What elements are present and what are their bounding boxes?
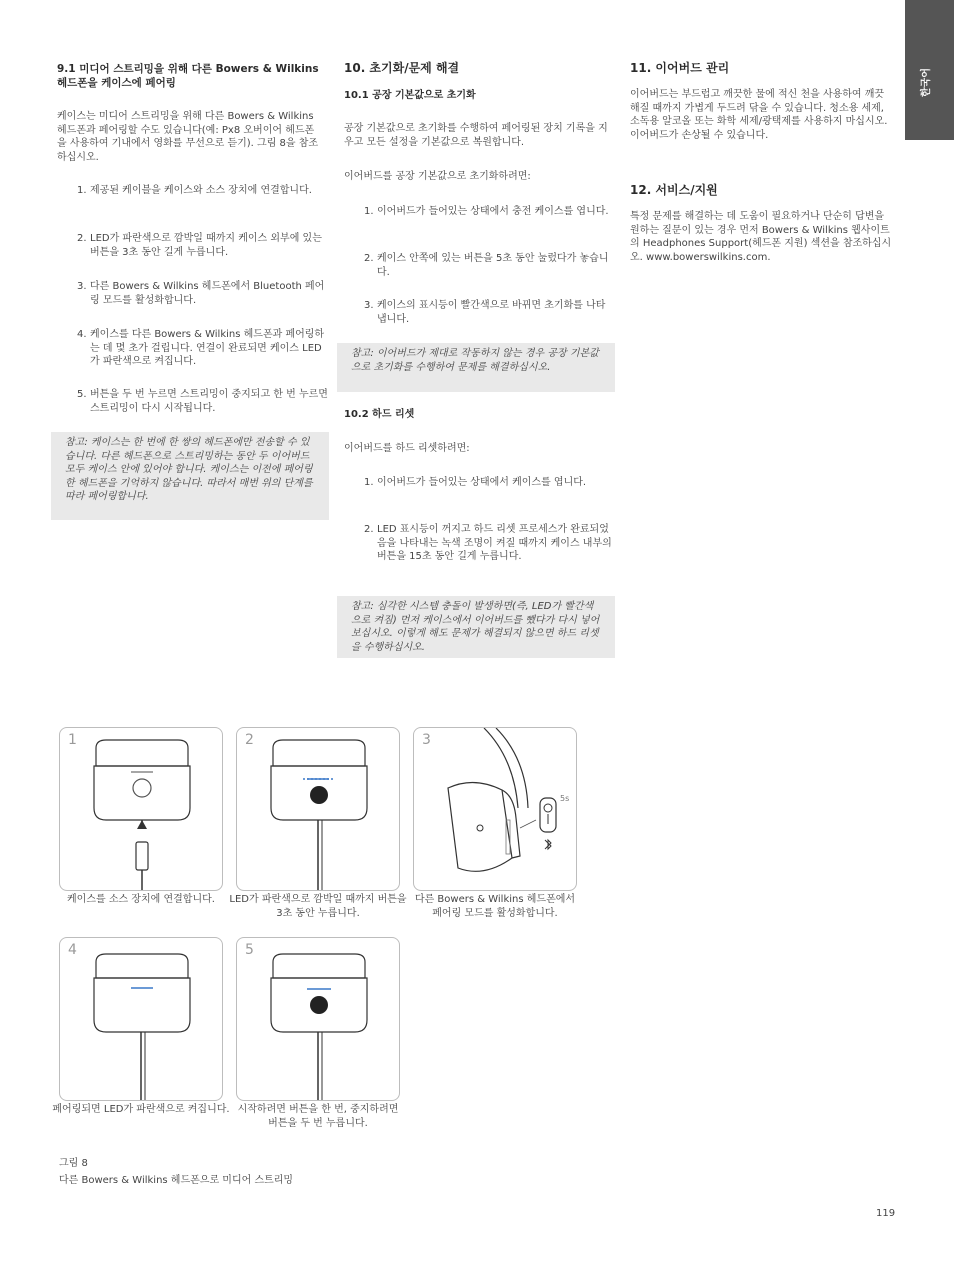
list-item: 1. 제공된 케이블을 케이스와 소스 장치에 연결합니다.: [77, 185, 312, 196]
section-11-para: 이어버드는 부드럽고 깨끗한 물에 적신 천을 사용하여 깨끗해질 때까지 가볍게 두드려 닦을 수 있습니다. 청소용 세제, 소독용 알코올 또는 화학 세제/광택제를 사용하지 마십시오. 이어버드가 손상될 수 있습니다.: [630, 89, 888, 141]
figure-caption-4: 페어링되면 LED가 파란색으로 켜집니다.: [52, 1104, 230, 1115]
hard-reset-steps: [344, 476, 612, 581]
list-item: 2. LED 표시등이 꺼지고 하드 리셋 프로세스가 완료되었음을 나타내는 녹색 조명이 켜질 때까지 케이스 내부의 버튼을 15초 동안 길게 누릅니다.: [364, 524, 612, 563]
section-10-2-heading: 10.2 하드 리셋: [344, 409, 415, 420]
figure-panel-2: [236, 727, 400, 891]
list-item: 3. 케이스의 표시등이 빨간색으로 바뀌면 초기화를 나타냅니다.: [364, 300, 606, 325]
list-item: 3. 다른 Bowers & Wilkins 헤드폰에서 Bluetooth 페어링 모드를 활성화합니다.: [77, 281, 325, 306]
panel-number: 3: [422, 732, 431, 748]
list-item: 5. 버튼을 두 번 누르면 스트리밍이 중지되고 한 번 누르면 스트리밍이 다시 시작됩니다.: [77, 389, 328, 414]
panel-number: 4: [68, 942, 77, 958]
panel-number: 5: [245, 942, 254, 958]
section-10-heading: 10. 초기화/문제 해결: [344, 61, 460, 75]
pairing-steps: [57, 184, 329, 418]
hard-reset-note: 참고: 심각한 시스템 충돌이 발생하면(즉, LED가 빨간색으로 켜짐) 먼저 케이스에서 이어버드를 뺐다가 다시 넣어 보십시오. 이렇게 해도 문제가 해결되지 않으면 하드 리셋을 수행하십시오.: [337, 596, 615, 658]
section-10-1-para2: 이어버드를 공장 기본값으로 초기화하려면:: [344, 171, 531, 182]
headphone-illustration: [414, 728, 576, 890]
figure-panel-5: [236, 937, 400, 1101]
page-number: 119: [876, 1208, 896, 1219]
figure-title: 다른 Bowers & Wilkins 헤드폰으로 미디어 스트리밍: [59, 1175, 294, 1186]
figure-caption-2: LED가 파란색으로 깜박일 때까지 버튼을 3초 동안 누릅니다.: [229, 894, 407, 919]
factory-reset-steps: [344, 205, 612, 329]
section-9-1-heading: 9.1 미디어 스트리밍을 위해 다른 Bowers & Wilkins 헤드폰을 케이스에 페어링: [57, 63, 319, 89]
language-tab: [905, 0, 954, 140]
figure-caption-5: 시작하려면 버튼을 한 번, 중지하려면 버튼을 두 번 누릅니다.: [237, 1104, 399, 1129]
section-10-1-heading: 10.1 공장 기본값으로 초기화: [344, 90, 476, 101]
list-item: 2. 케이스 안쪽에 있는 버튼을 5초 동안 눌렀다가 놓습니다.: [364, 253, 609, 278]
section-12-heading: 12. 서비스/지원: [630, 183, 718, 197]
pairing-note: 참고: 케이스는 한 번에 한 쌍의 헤드폰에만 전송할 수 있습니다. 다른 헤드폰으로 스트리밍하는 동안 두 이어버드 모두 케이스 안에 있어야 합니다. 케이스는 이전에 페어링한 헤드폰을 기억하지 않습니다. 따라서 매번 위의 단계를 따라 페어링합니다.: [51, 432, 329, 520]
language-tab-label: 한국어: [921, 68, 932, 97]
section-10-1-para1: 공장 기본값으로 초기화를 수행하여 페어링된 장치 기록을 지우고 모든 설정을 기본값으로 복원합니다.: [344, 123, 608, 148]
section-9-1-intro: 케이스는 미디어 스트리밍을 위해 다른 Bowers & Wilkins 헤드폰과 페어링할 수도 있습니다(예: Px8 오버이어 헤드폰을 사용하여 기내에서 영화를 무선으로 듣기). 그림 8을 참조하십시오.: [57, 111, 319, 163]
figure-caption-3: 다른 Bowers & Wilkins 헤드폰에서 페어링 모드를 활성화합니다.: [414, 894, 576, 919]
section-10-2-para: 이어버드를 하드 리셋하려면:: [344, 443, 470, 454]
list-item: 4. 케이스를 다른 Bowers & Wilkins 헤드폰과 페어링하는 데 몇 초가 걸립니다. 연결이 완료되면 케이스 LED가 파란색으로 켜집니다.: [77, 329, 325, 368]
case-press-illustration: [237, 938, 399, 1100]
figure-panel-4: [59, 937, 223, 1101]
panel-number: 1: [68, 732, 77, 748]
panel-number: 2: [245, 732, 254, 748]
factory-reset-note: 참고: 이어버드가 제대로 작동하지 않는 경우 공장 기본값으로 초기화를 수행하여 문제를 해결하십시오.: [337, 343, 615, 392]
figure-caption-1: 케이스를 소스 장치에 연결합니다.: [67, 894, 215, 905]
case-button-illustration: [237, 728, 399, 890]
section-11-heading: 11. 이어버드 관리: [630, 61, 730, 75]
figure-panel-3: [413, 727, 577, 891]
figure-label: 그림 8: [59, 1158, 88, 1169]
case-cable-illustration: [60, 728, 222, 890]
figure-panel-1: [59, 727, 223, 891]
timer-label: 5s: [560, 794, 570, 803]
list-item: 2. LED가 파란색으로 깜박일 때까지 케이스 외부에 있는 버튼을 3초 동안 길게 누릅니다.: [77, 233, 322, 258]
case-led-illustration: [60, 938, 222, 1100]
section-12-para: 특정 문제를 해결하는 데 도움이 필요하거나 단순히 답변을 원하는 질문이 있는 경우 먼저 Bowers & Wilkins 웹사이트의 Headphones Support(헤드폰 지원) 섹션을 참조하십시오. www.bowerswilkins.com.: [630, 211, 892, 263]
list-item: 1. 이어버드가 들어있는 상태에서 충전 케이스를 엽니다.: [364, 206, 609, 217]
list-item: 1. 이어버드가 들어있는 상태에서 케이스를 엽니다.: [364, 477, 587, 488]
